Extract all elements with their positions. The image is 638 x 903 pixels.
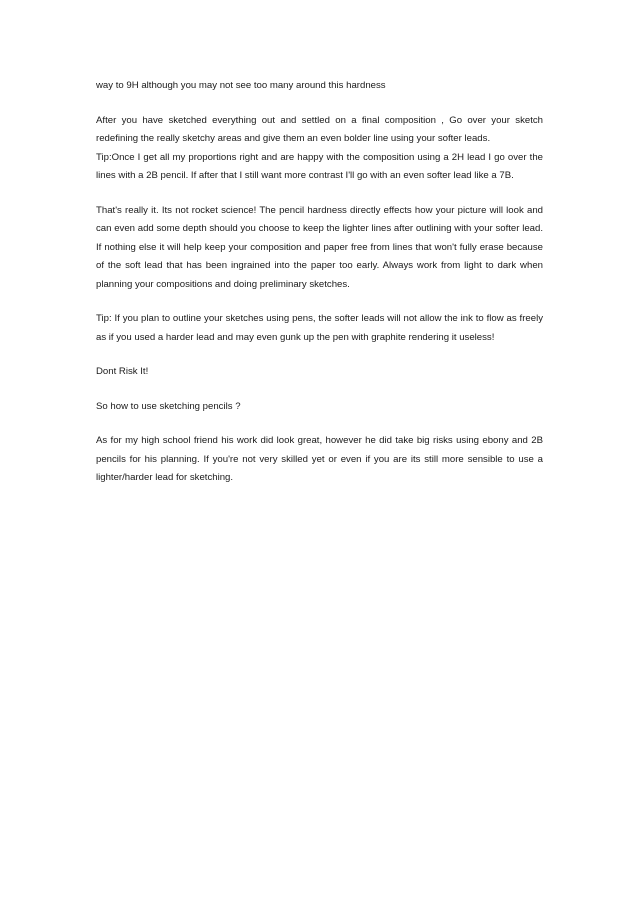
paragraph-dont-risk-it: Dont Risk It! bbox=[96, 366, 149, 377]
paragraph-how-to-use: So how to use sketching pencils ? bbox=[96, 400, 241, 412]
document-body bbox=[96, 77, 543, 504]
paragraph-final-composition: After you have sketched everything out and settled on a final composition , Go over your sketch redefining the really sketchy areas and give them an even bolder line using your softer leads. bbox=[96, 114, 543, 144]
paragraph-high-school-friend: As for my high school friend his work did look great, however he did take big risks using ebony and 2B pencils for his planning. If you're not very skilled yet or even if you are its still more sensible to use a lighter/harder lead for sketching. bbox=[96, 435, 543, 483]
paragraph-thats-really-it: That's really it. Its not rocket science! The pencil hardness directly effects how your picture will look and can even add some depth should you choose to keep the lighter lines after outlining with your softer lead. If nothing else it will help keep your composition and paper free from lines that won't fully erase because of the soft lead that has been ingrained into the paper too early. Always work from light to dark when planning your compositions and doing preliminary sketches. bbox=[96, 204, 543, 290]
paragraph-tip-proportions: Tip:Once I get all my proportions right and are happy with the composition using a 2H lead I go over the lines with a 2B pencil. If after that I still want more contrast I'll go with an even softer lead like a 7B. bbox=[96, 151, 543, 181]
paragraph-tip-pens: Tip: If you plan to outline your sketches using pens, the softer leads will not allow the ink to flow as freely as if you used a harder lead and may even gunk up the pen with graphite rendering it useless! bbox=[96, 313, 543, 343]
paragraph-hardness-note: way to 9H although you may not see too many around this hardness bbox=[96, 80, 386, 91]
